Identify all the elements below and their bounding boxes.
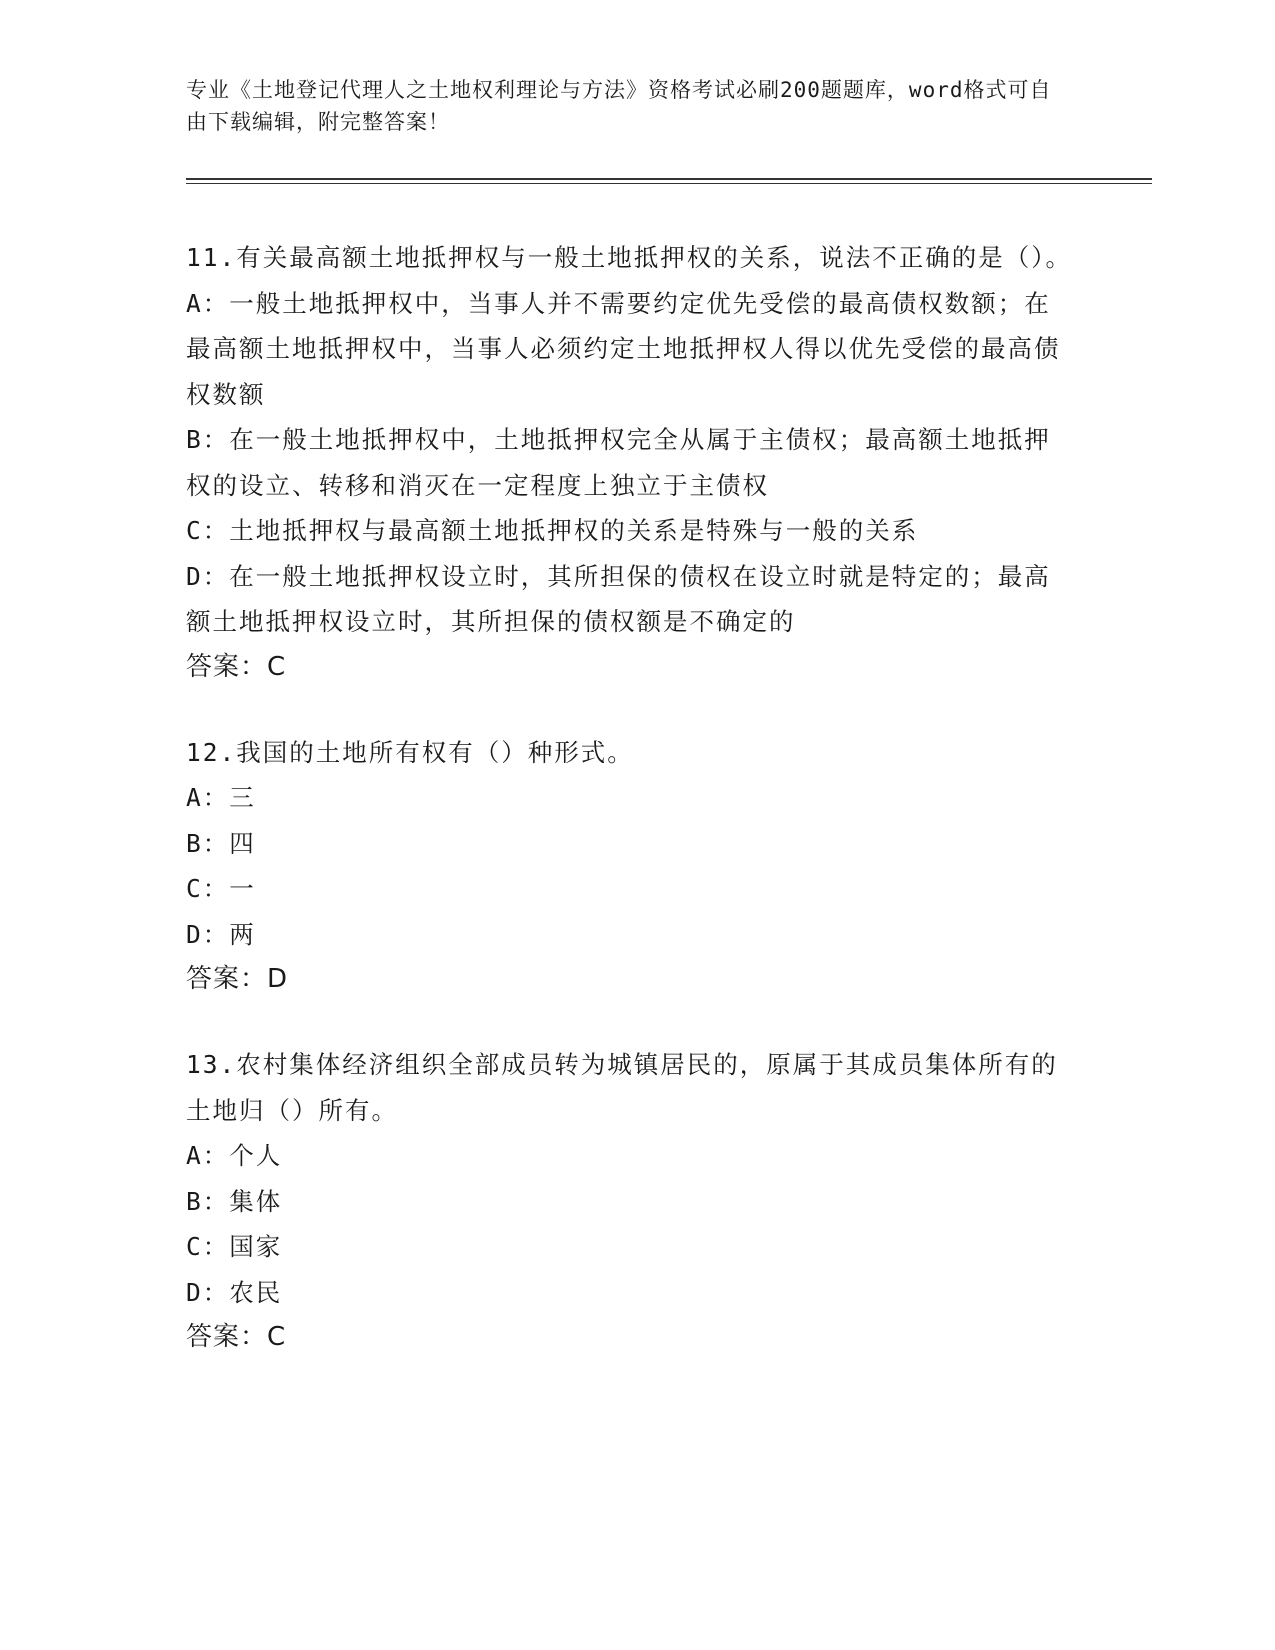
option-c: C：国家 [186,1232,283,1261]
option-d: D：在一般土地抵押权设立时，其所担保的债权在设立时就是特定的；最高额土地抵押权设立时，其所担保的债权额是不确定的 [186,561,1051,636]
question-text: 12.我国的土地所有权有（）种形式。 [186,737,634,767]
option-a: A：一般土地抵押权中，当事人并不需要约定优先受偿的最高债权数额；在最高额土地抵押权中，当事人必须约定土地抵押权人得以优先受偿的最高债权数额 [186,288,1061,409]
option-b: B：四 [186,828,256,858]
question-text: 11.有关最高额土地抵押权与一般土地抵押权的关系，说法不正确的是（）。 [186,243,1072,272]
header-divider-thick [186,178,1152,180]
answer: 答案：C [186,1322,287,1352]
question-list [186,235,1076,1400]
option-c: C：土地抵押权与最高额土地抵押权的关系是特殊与一般的关系 [186,516,919,545]
document-header: 专业《土地登记代理人之土地权利理论与方法》资格考试必刷200题题库，word格式可自由下载编辑，附完整答案！ [186,78,1052,134]
option-b: B：集体 [186,1186,283,1216]
option-c: C：一 [186,874,256,903]
option-a: A：个人 [186,1141,283,1170]
option-b: B：在一般土地抵押权中，土地抵押权完全从属于主债权；最高额土地抵押权的设立、转移和消灭在一定程度上独立于主债权 [186,425,1051,500]
question-12 [186,730,1076,1003]
option-a: A：三 [186,783,256,812]
answer: 答案：D [186,964,289,994]
option-d: D：两 [186,919,256,949]
option-d: D：农民 [186,1277,283,1307]
header-divider-thin [186,183,1152,184]
question-13 [186,1042,1076,1360]
answer: 答案：C [186,651,287,682]
question-text: 13.农村集体经济组织全部成员转为城镇居民的，原属于其成员集体所有的土地归（）所有。 [186,1050,1058,1125]
question-11 [186,235,1076,690]
